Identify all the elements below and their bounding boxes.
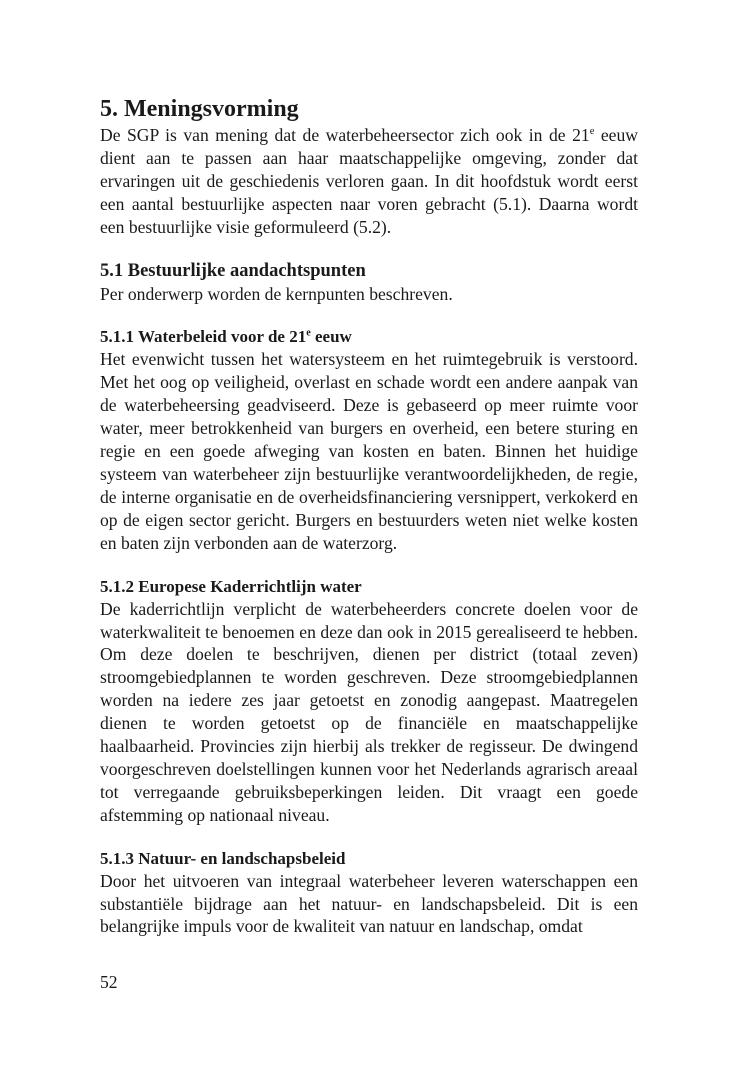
- heading-5-1-1-part2: eeuw: [310, 327, 352, 347]
- section-heading-5-1-2: 5.1.2 Europese Kaderrichtlijn water: [100, 576, 362, 596]
- section-heading-5-1: 5.1 Bestuurlijke aandachtspunten: [100, 260, 366, 281]
- heading-5-1-1-part1: 5.1.1 Waterbeleid voor de 21: [100, 327, 307, 347]
- chapter-intro-paragraph: [100, 124, 638, 239]
- section-5-1-paragraph: Per onderwerp worden de kernpunten beschreven.: [100, 283, 453, 304]
- heading-5-1-1-superscript: e: [306, 327, 311, 339]
- section-5-1-1-paragraph: Het evenwicht tussen het watersysteem en het ruimtegebruik is verstoord. Met het oog op veiligheid, overlast en schade wordt een andere aanpak van de waterbeheersing geadviseerd. Deze is gebaseerd op meer ruimte voor water, meer betrokkenheid van burgers en overheid, een betere sturing en regie en een goede afweging van kosten en baten. Binnen het huidige systeem van waterbeheer zijn bestuurlijke verantwoordelijkheden, de regie, de interne organisatie en de overheidsfinanciering versnippert, verkokerd en op de eigen sector gericht. Burgers en bestuurders weten niet welke kosten en baten zijn verbonden aan de waterzorg.: [100, 349, 638, 553]
- section-heading-5-1-3: 5.1.3 Natuur- en landschapsbeleid: [100, 848, 346, 868]
- intro-text-part1: De SGP is van mening dat de waterbeheersector zich ook in de 21: [100, 125, 590, 145]
- chapter-title: 5. Meningsvorming: [100, 96, 299, 122]
- section-heading-5-1-1: [100, 325, 638, 348]
- intro-superscript: e: [589, 126, 595, 138]
- page-content: [100, 94, 638, 938]
- intro-text-part2: eeuw dient aan te passen aan haar maatschappelijke omgeving, zonder dat ervaringen uit de geschiedenis verloren gaan. In dit hoofdstuk wordt eerst een aantal bestuurlijke aspecten naar voren gebracht (5.1). Daarna wordt een bestuurlijke visie geformuleerd (5.2).: [100, 125, 638, 237]
- page-number: 52: [100, 972, 118, 992]
- section-5-1-2-paragraph: De kaderrichtlijn verplicht de waterbeheerders concrete doelen voor de waterkwaliteit te benoemen en deze dan ook in 2015 gerealiseerd te hebben. Om deze doelen te beschrijven, dienen per district (totaal zeven) stroomgebiedplannen te worden geschreven. Deze stroomgebiedplannen worden na iedere zes jaar getoetst en zonodig aangepast. Maatregelen dienen te worden getoetst op de financiële en maatschappelijke haalbaarheid. Provincies zijn hierbij als trekker de regisseur. De dwingend voorgeschreven doelstellingen kunnen voor het Nederlands agrarisch areaal tot verregaande gebruiksbeperkingen leiden. Dit vraagt een goede afstemming op nationaal niveau.: [100, 598, 638, 825]
- section-5-1-3-paragraph: Door het uitvoeren van integraal waterbeheer leveren waterschappen een substantiële bijdrage aan het natuur- en landschapsbeleid. Dit is een belangrijke impuls voor de kwaliteit van natuur en landschap, omdat: [100, 870, 638, 937]
